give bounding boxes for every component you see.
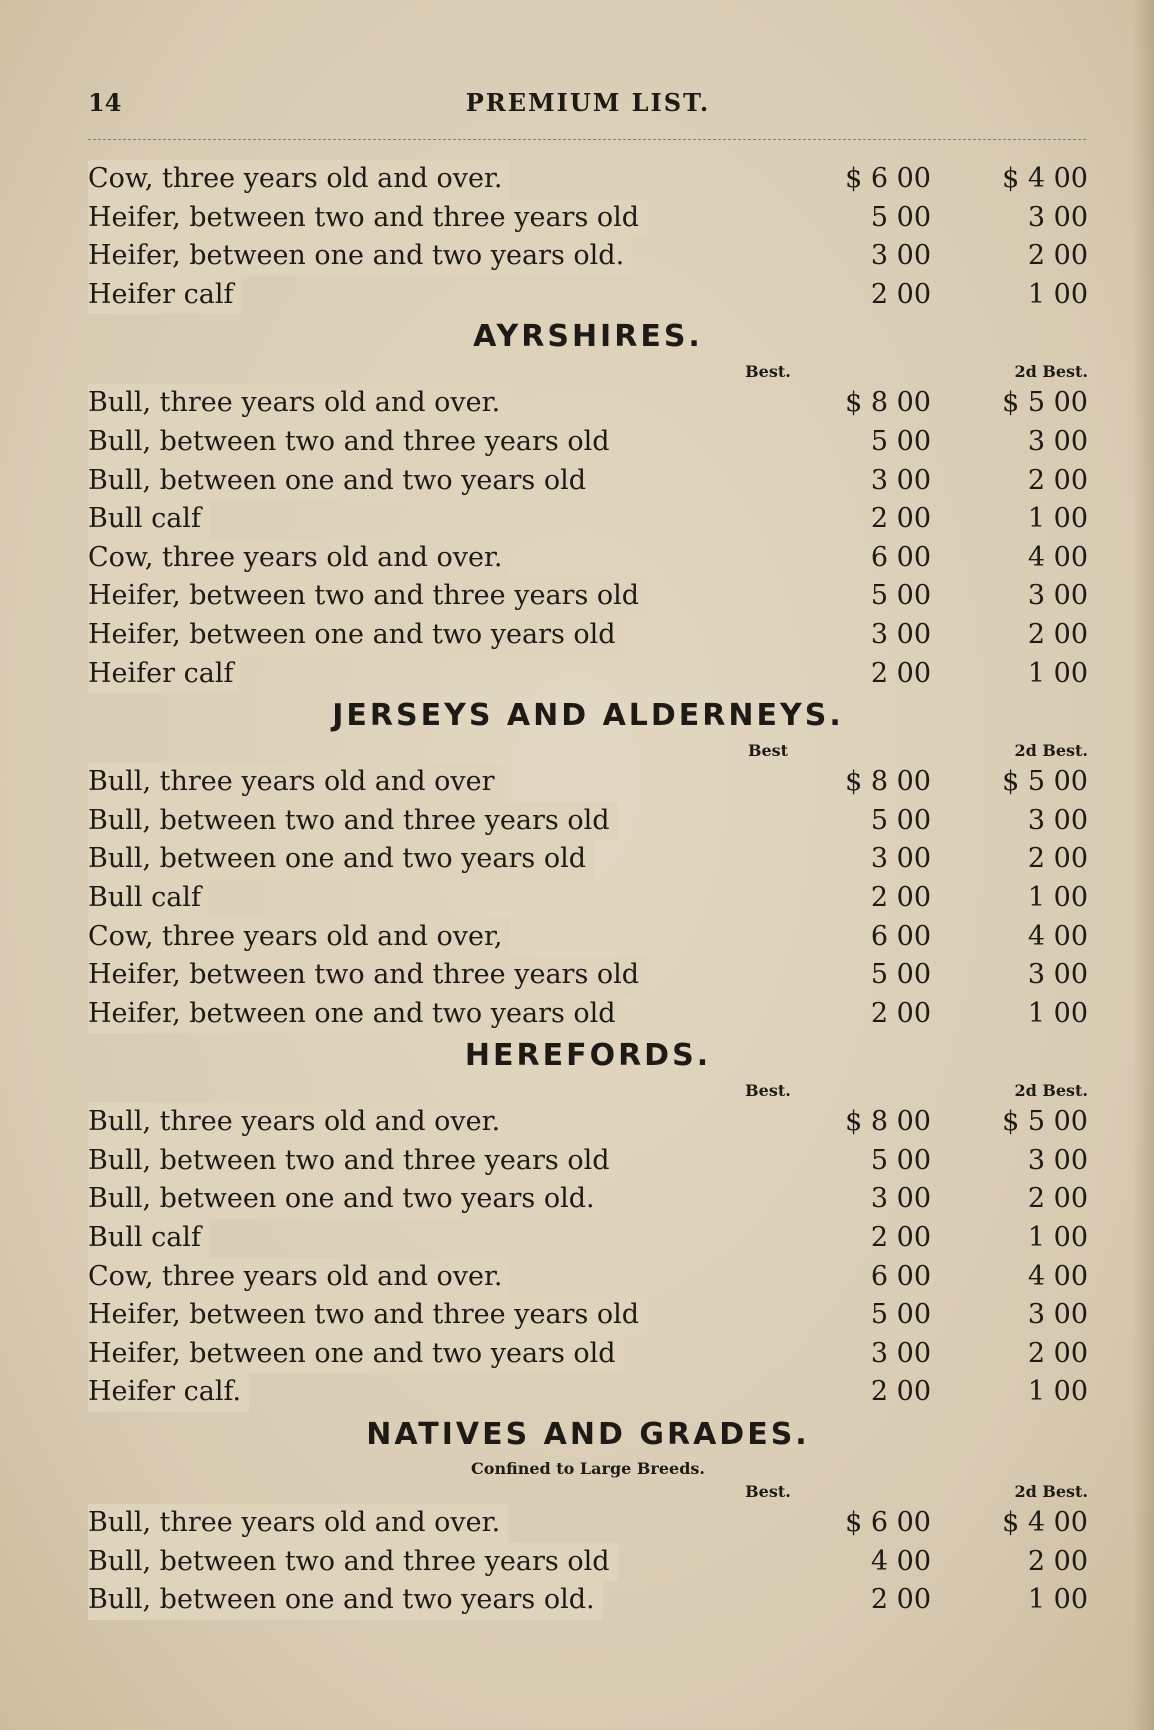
row-label: Bull, between two and three years old	[88, 1142, 618, 1181]
header-rule	[88, 139, 1086, 140]
premium-row	[88, 1373, 1088, 1412]
page-number: 14	[88, 88, 122, 117]
premium-row	[88, 763, 1088, 802]
section	[88, 314, 1088, 693]
premium-row	[88, 1258, 1088, 1297]
second-premium: 1 00	[1027, 503, 1088, 535]
premium-row	[88, 1180, 1088, 1219]
second-premium: 2 00	[1027, 240, 1088, 272]
section-subtitle: Confined to Large Breeds.	[471, 1459, 705, 1479]
second-premium: 3 00	[1027, 201, 1088, 233]
best-premium: 5 00	[870, 201, 931, 233]
second-premium: 2 00	[1027, 1545, 1088, 1577]
best-premium: 3 00	[870, 1183, 931, 1215]
best-premium: 3 00	[870, 843, 931, 875]
row-label: Heifer, between two and three years old	[88, 577, 647, 616]
premium-row	[88, 160, 1088, 199]
second-premium: 3 00	[1027, 1144, 1088, 1176]
second-column-header: 2d Best.	[1014, 741, 1088, 761]
premium-row	[88, 1543, 1088, 1582]
best-premium: 2 00	[870, 1376, 931, 1408]
row-label: Cow, three years old and over.	[88, 539, 510, 578]
row-label: Heifer, between two and three years old	[88, 199, 647, 238]
premium-row	[88, 423, 1088, 462]
row-label: Bull, three years old and over.	[88, 1504, 508, 1543]
premium-row	[88, 199, 1088, 238]
best-premium: 5 00	[870, 804, 931, 836]
best-premium: $ 8 00	[845, 766, 931, 798]
row-label: Cow, three years old and over,	[88, 918, 510, 957]
page-header	[88, 88, 1088, 128]
premium-row	[88, 1103, 1088, 1142]
row-label: Heifer, between two and three years old	[88, 956, 647, 995]
premium-row	[88, 1504, 1088, 1543]
column-headers	[88, 1079, 1088, 1103]
row-label: Bull, between one and two years old	[88, 840, 594, 879]
second-premium: 3 00	[1027, 1299, 1088, 1331]
second-column-header: 2d Best.	[1014, 1482, 1088, 1502]
best-column-header: Best.	[745, 362, 791, 382]
second-premium: 4 00	[1027, 920, 1088, 952]
premium-row	[88, 1219, 1088, 1258]
second-premium: 1 00	[1027, 997, 1088, 1029]
second-premium: $ 5 00	[1002, 1106, 1088, 1138]
best-premium: 3 00	[870, 618, 931, 650]
row-label: Heifer, between one and two years old	[88, 616, 624, 655]
second-premium: 1 00	[1027, 1376, 1088, 1408]
premium-row	[88, 1335, 1088, 1374]
premium-row	[88, 879, 1088, 918]
premium-row	[88, 1296, 1088, 1335]
second-premium: 2 00	[1027, 618, 1088, 650]
best-premium: 2 00	[870, 997, 931, 1029]
best-premium: 2 00	[870, 657, 931, 689]
best-premium: 3 00	[870, 464, 931, 496]
second-premium: 2 00	[1027, 464, 1088, 496]
best-premium: 6 00	[870, 541, 931, 573]
row-label: Cow, three years old and over.	[88, 160, 510, 199]
best-premium: $ 8 00	[845, 387, 931, 419]
premium-row	[88, 655, 1088, 694]
premium-row	[88, 276, 1088, 315]
row-label: Heifer calf	[88, 655, 241, 694]
second-column-header: 2d Best.	[1014, 1081, 1088, 1101]
premium-row	[88, 840, 1088, 879]
column-headers	[88, 739, 1088, 763]
premium-row	[88, 500, 1088, 539]
row-label: Bull, between one and two years old.	[88, 1180, 603, 1219]
row-label: Bull, three years old and over.	[88, 1103, 508, 1142]
premium-row	[88, 956, 1088, 995]
second-premium: $ 4 00	[1002, 163, 1088, 194]
second-premium: 2 00	[1027, 1337, 1088, 1369]
section	[88, 693, 1088, 1033]
best-premium: 6 00	[870, 1260, 931, 1292]
second-premium: $ 5 00	[1002, 387, 1088, 419]
second-premium: 2 00	[1027, 1183, 1088, 1215]
row-label: Heifer, between two and three years old	[88, 1296, 647, 1335]
row-label: Bull, three years old and over	[88, 763, 503, 802]
best-premium: 5 00	[870, 425, 931, 457]
second-premium: 1 00	[1027, 1584, 1088, 1616]
row-label: Bull, between two and three years old	[88, 423, 618, 462]
best-premium: 4 00	[870, 1545, 931, 1577]
best-premium: 2 00	[870, 278, 931, 310]
row-label: Bull, between two and three years old	[88, 1543, 618, 1582]
best-column-header: Best.	[745, 1482, 791, 1502]
premium-row	[88, 384, 1088, 423]
premium-row	[88, 995, 1088, 1034]
best-premium: 2 00	[870, 1222, 931, 1254]
second-premium: 1 00	[1027, 278, 1088, 310]
row-label: Bull calf	[88, 879, 209, 918]
premium-row	[88, 462, 1088, 501]
second-premium: 3 00	[1027, 580, 1088, 612]
best-premium: 5 00	[870, 959, 931, 991]
row-label: Bull, between one and two years old	[88, 462, 594, 501]
second-premium: 1 00	[1027, 657, 1088, 689]
row-label: Bull, three years old and over.	[88, 384, 508, 423]
premium-row	[88, 577, 1088, 616]
premium-list-content	[88, 160, 1088, 1620]
section-title: NATIVES AND GRADES.	[366, 1417, 810, 1453]
section-title: HEREFORDS.	[464, 1038, 712, 1074]
premium-row	[88, 918, 1088, 957]
second-premium: 3 00	[1027, 959, 1088, 991]
row-label: Bull calf	[88, 500, 209, 539]
premium-row	[88, 616, 1088, 655]
row-label: Heifer, between one and two years old.	[88, 237, 632, 276]
second-premium: 2 00	[1027, 843, 1088, 875]
best-premium: $ 6 00	[845, 163, 931, 194]
row-label: Heifer, between one and two years old	[88, 1335, 624, 1374]
best-premium: 2 00	[870, 1584, 931, 1616]
section	[88, 1412, 1088, 1620]
best-premium: 5 00	[870, 1144, 931, 1176]
row-label: Heifer calf.	[88, 1373, 249, 1412]
row-label: Heifer calf	[88, 276, 241, 315]
second-premium: 1 00	[1027, 1222, 1088, 1254]
second-premium: 3 00	[1027, 804, 1088, 836]
premium-row	[88, 1142, 1088, 1181]
best-premium: 3 00	[870, 1337, 931, 1369]
best-premium: 2 00	[870, 503, 931, 535]
premium-row	[88, 802, 1088, 841]
column-headers	[88, 1480, 1088, 1504]
second-premium: 4 00	[1027, 541, 1088, 573]
section-title: AYRSHIRES.	[473, 319, 703, 355]
page-edge-shadow	[1132, 0, 1154, 1730]
best-premium: 6 00	[870, 920, 931, 952]
second-column-header: 2d Best.	[1014, 362, 1088, 382]
best-column-header: Best	[747, 741, 789, 761]
second-premium: $ 5 00	[1002, 766, 1088, 798]
second-premium: 4 00	[1027, 1260, 1088, 1292]
section	[88, 1033, 1088, 1412]
row-label: Heifer, between one and two years old	[88, 995, 624, 1034]
best-premium: $ 6 00	[845, 1507, 931, 1539]
best-premium: 5 00	[870, 1299, 931, 1331]
best-premium: $ 8 00	[845, 1106, 931, 1138]
best-premium: 5 00	[870, 580, 931, 612]
best-premium: 2 00	[870, 881, 931, 913]
page-title: PREMIUM LIST.	[465, 88, 711, 117]
premium-row	[88, 237, 1088, 276]
second-premium: $ 4 00	[1002, 1507, 1088, 1539]
premium-row	[88, 1581, 1088, 1620]
premium-row	[88, 539, 1088, 578]
second-premium: 1 00	[1027, 881, 1088, 913]
row-label: Bull, between one and two years old.	[88, 1581, 603, 1620]
best-column-header: Best.	[745, 1081, 791, 1101]
second-premium: 3 00	[1027, 425, 1088, 457]
row-label: Cow, three years old and over.	[88, 1258, 510, 1297]
section-title: JERSEYS AND ALDERNEYS.	[332, 698, 844, 734]
column-headers	[88, 360, 1088, 384]
best-premium: 3 00	[870, 240, 931, 272]
row-label: Bull, between two and three years old	[88, 802, 618, 841]
row-label: Bull calf	[88, 1219, 209, 1258]
